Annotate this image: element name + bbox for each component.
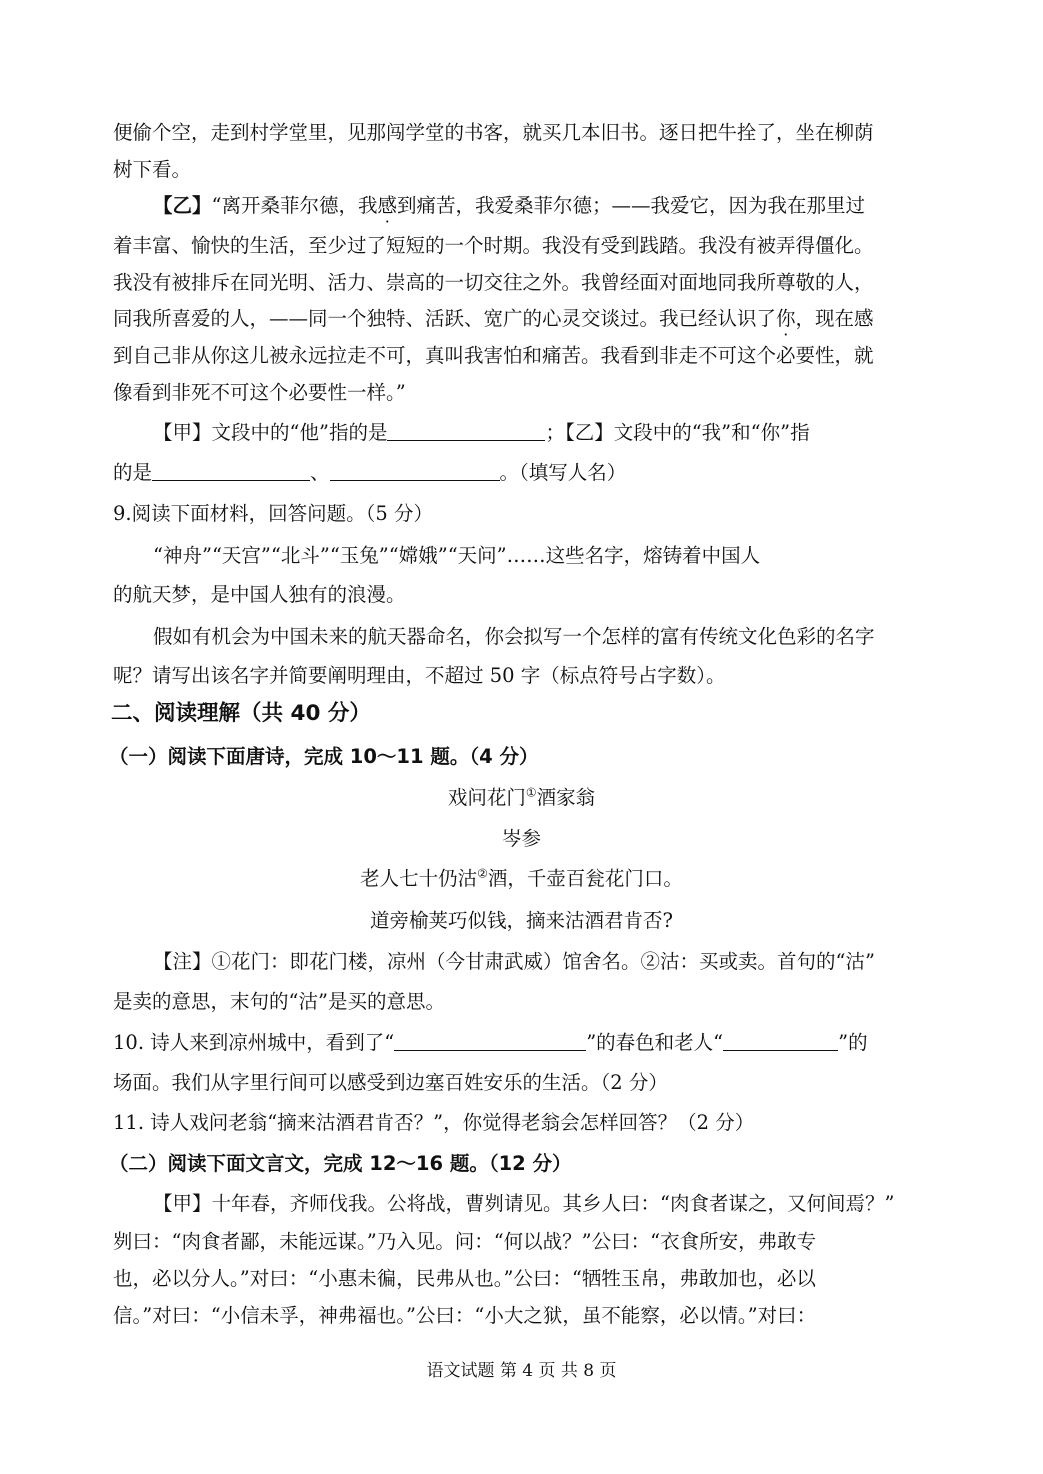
answer-blank-spring[interactable] <box>394 1032 586 1051</box>
q8-sep: 、 <box>310 461 330 484</box>
poem-title-a: 戏问花门 <box>447 786 526 809</box>
q9-material-line-2: 的航天梦，是中国人独有的浪漫。 <box>113 583 406 606</box>
q9-title: 9.阅读下面材料，回答问题。（5 分） <box>113 502 433 525</box>
jia-passage-line-4: 信。”对曰：“小信未孚，神弗福也。”公曰：“小大之狱，虽不能察，必以情。”对曰： <box>113 1304 817 1327</box>
passage-continued-line-1: 便偷个空，走到村学堂里，见那闯学堂的书客，就买几本旧书。逐日把牛拴了，坐在柳荫 <box>113 121 874 144</box>
footnote-marker: ② <box>477 866 488 881</box>
q8-fill-line-2 <box>113 460 626 486</box>
jia-passage-line-2: 刿曰：“肉食者鄙，未能远谋。”乃入见。问：“何以战？”公曰：“衣食所安，弗敢专 <box>113 1230 817 1253</box>
part-2-title: （二）阅读下面文言文，完成 12～16 题。（12 分） <box>109 1152 572 1175</box>
q10-line-2: 场面。我们从字里行间可以感受到边塞百姓安乐的生活。（2 分） <box>113 1071 668 1094</box>
poem-note-line-1: 【注】①花门：即花门楼，凉州（今甘肃武威）馆舍名。②沽：买或卖。首句的“沽” <box>153 950 875 973</box>
q10-line-1 <box>113 1030 868 1056</box>
answer-blank-old-man[interactable] <box>723 1032 838 1051</box>
passage-continued-line-2: 树下看。 <box>113 158 192 181</box>
yi-text-4b: ，现在感 <box>795 307 874 330</box>
q10-text-b: ”的春色和老人“ <box>586 1031 724 1054</box>
poem-line-1 <box>0 866 1043 892</box>
q10-text-a: 10. 诗人来到凉州城中，看到了“ <box>113 1031 395 1054</box>
yi-text-4a: 同我所喜爱的人，——同一个独特、活跃、宽广的心灵交谈过。我已经认识了 <box>113 307 777 330</box>
q8-text-b: ；【乙】文段中的“我”和“你”指 <box>545 421 810 444</box>
q10-text-c: ”的 <box>838 1031 868 1054</box>
yi-passage-line-6: 像看到非死不可这个必要性一样。” <box>113 381 406 404</box>
yi-passage-line-3: 我没有被排斥在同光明、活力、崇高的一切交往之外。我曾经面对面地同我所尊敬的人， <box>113 271 874 294</box>
q8-text-a: 【甲】文段中的“他”指的是 <box>153 421 388 444</box>
q9-question-line-1: 假如有机会为中国未来的航天器命名，你会拟写一个怎样的富有传统文化色彩的名字 <box>153 625 875 648</box>
q8-text-c: 的是 <box>113 461 153 484</box>
poem-note-line-2: 是卖的意思，末句的“沽”是买的意思。 <box>113 990 445 1013</box>
answer-blank-wo[interactable] <box>152 462 310 481</box>
yi-text-1a: “离开桑菲尔德，我 <box>211 194 378 217</box>
jia-passage-line-3: 也，必以分人。”对曰：“小惠未徧，民弗从也。”公曰：“牺牲玉帛，弗敢加也，必以 <box>113 1267 816 1290</box>
answer-blank-ni[interactable] <box>330 462 500 481</box>
q9-material-line-1: “神舟”“天宫”“北斗”“玉兔”“嫦娥”“天问”……这些名字，熔铸着中国人 <box>153 544 761 567</box>
poem-author: 岑参 <box>501 827 541 850</box>
yi-passage-line-4 <box>113 306 874 332</box>
yi-passage-line-2: 着丰富、愉快的生活，至少过了短短的一个时期。我没有受到践踏。我没有被弄得僵化。 <box>113 234 874 257</box>
poem-title-b: 酒家翁 <box>536 786 596 809</box>
q9-question-line-2: 呢？请写出该名字并简要阐明理由，不超过 50 字（标点符号占字数）。 <box>113 664 726 687</box>
poem-line-1a: 老人七十仍沽 <box>360 867 478 890</box>
emphasis-dot-char: 你 <box>776 307 796 330</box>
emphasis-dot-char: 感 <box>377 194 398 217</box>
footnote-marker: ① <box>525 785 537 800</box>
yi-tag: 【乙】 <box>153 194 212 217</box>
poem-title <box>0 785 1043 811</box>
page-footer: 语文试题 第 4 页 共 8 页 <box>426 1361 617 1381</box>
poem-line-2: 道旁榆荚巧似钱，摘来沽酒君肯否? <box>370 909 673 932</box>
q8-fill-line-1 <box>153 420 810 446</box>
poem-line-1b: 酒，千壶百瓮花门口。 <box>487 867 683 890</box>
part-1-title: （一）阅读下面唐诗，完成 10～11 题。（4 分） <box>109 745 539 768</box>
q11-text: 11. 诗人戏问老翁“摘来沽酒君肯否？”，你觉得老翁会怎样回答？（2 分） <box>113 1111 755 1134</box>
answer-blank-ta[interactable] <box>387 422 545 441</box>
q8-text-d: 。（填写人名） <box>499 461 627 484</box>
jia-passage-line-1: 【甲】十年春，齐师伐我。公将战，曹刿请见。其乡人曰：“肉食者谋之，又何间焉？” <box>153 1192 895 1215</box>
yi-text-1b: 到痛苦，我爱桑菲尔德；——我爱它，因为我在那里过 <box>397 194 866 217</box>
yi-passage-line-5: 到自己非从你这儿被永远拉走不可，真叫我害怕和痛苦。我看到非走不可这个必要性，就 <box>113 344 874 367</box>
yi-passage-line-1 <box>153 193 865 219</box>
section-2-title: 二、阅读理解（共 40 分） <box>111 701 371 726</box>
